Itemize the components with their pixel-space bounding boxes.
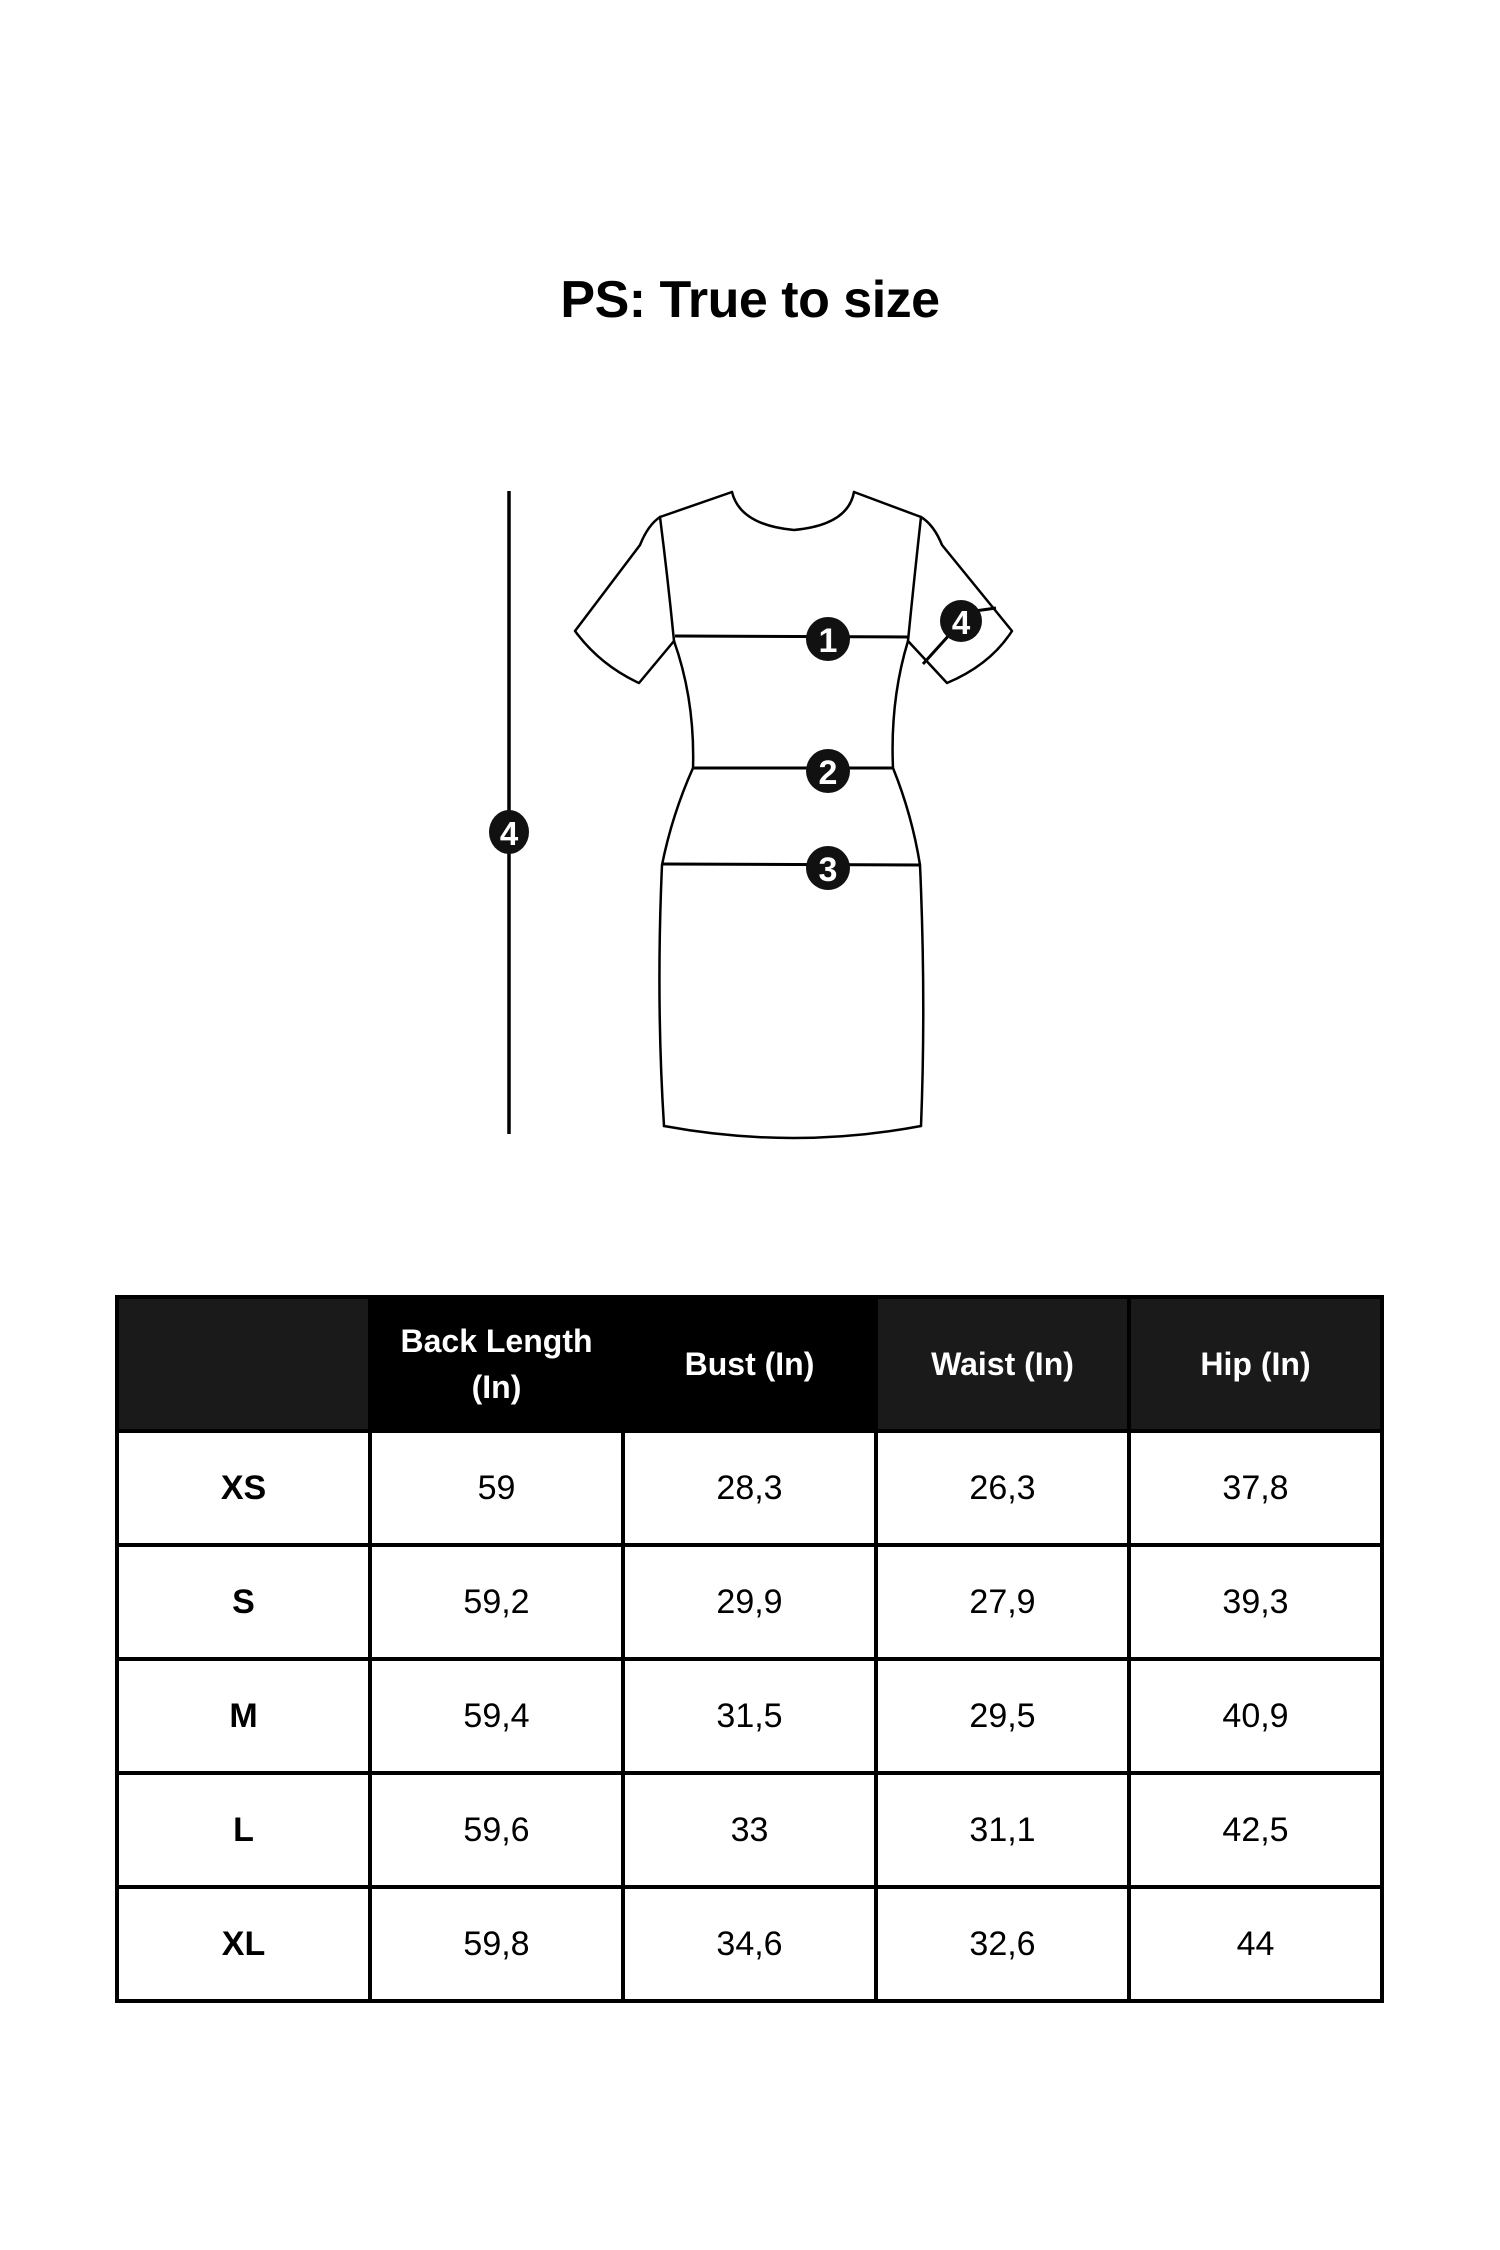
waist-value: 27,9: [876, 1545, 1129, 1659]
hip-value: 37,8: [1129, 1431, 1382, 1545]
size-label: XL: [117, 1887, 370, 2001]
size-chart-table: [115, 1295, 1384, 2003]
size-label: XS: [117, 1431, 370, 1545]
back-length-value: 59: [370, 1431, 623, 1545]
bust-value: 33: [623, 1773, 876, 1887]
table-row: [117, 1773, 1382, 1887]
bust-value: 29,9: [623, 1545, 876, 1659]
waist-marker-icon: [806, 749, 850, 793]
waist-value: 32,6: [876, 1887, 1129, 2001]
header-back-length: Back Length (In): [370, 1297, 623, 1431]
header-bust: Bust (In): [623, 1297, 876, 1431]
back-length-value: 59,6: [370, 1773, 623, 1887]
hip-value: 40,9: [1129, 1659, 1382, 1773]
table-row: [117, 1431, 1382, 1545]
table-row: [117, 1545, 1382, 1659]
back-length-value: 59,2: [370, 1545, 623, 1659]
sleeve-marker-icon: [940, 600, 982, 642]
hip-marker-number: 3: [818, 851, 838, 889]
hip-marker-icon: [806, 846, 850, 890]
size-label: L: [117, 1773, 370, 1887]
waist-marker-number: 2: [818, 754, 838, 792]
hip-value: 39,3: [1129, 1545, 1382, 1659]
waist-value: 31,1: [876, 1773, 1129, 1887]
page-title: PS: True to size: [560, 271, 940, 329]
dress-outline-icon: [575, 492, 1012, 1138]
back-length-marker-icon: [489, 810, 529, 854]
back-length-marker-number: 4: [499, 815, 519, 852]
hip-value: 42,5: [1129, 1773, 1382, 1887]
bust-value: 31,5: [623, 1659, 876, 1773]
size-label: S: [117, 1545, 370, 1659]
bust-marker-number: 1: [818, 622, 838, 660]
hip-value: 44: [1129, 1887, 1382, 2001]
header-size: [117, 1297, 370, 1431]
bust-value: 28,3: [623, 1431, 876, 1545]
back-length-value: 59,8: [370, 1887, 623, 2001]
back-length-value: 59,4: [370, 1659, 623, 1773]
sleeve-marker-number: 4: [951, 604, 971, 641]
bust-marker-icon: [806, 617, 850, 661]
table-row: [117, 1887, 1382, 2001]
waist-value: 26,3: [876, 1431, 1129, 1545]
table-row: [117, 1659, 1382, 1773]
header-waist: Waist (In): [876, 1297, 1129, 1431]
table-header-row: [117, 1297, 1382, 1431]
waist-value: 29,5: [876, 1659, 1129, 1773]
size-label: M: [117, 1659, 370, 1773]
bust-value: 34,6: [623, 1887, 876, 2001]
header-hip: Hip (In): [1129, 1297, 1382, 1431]
